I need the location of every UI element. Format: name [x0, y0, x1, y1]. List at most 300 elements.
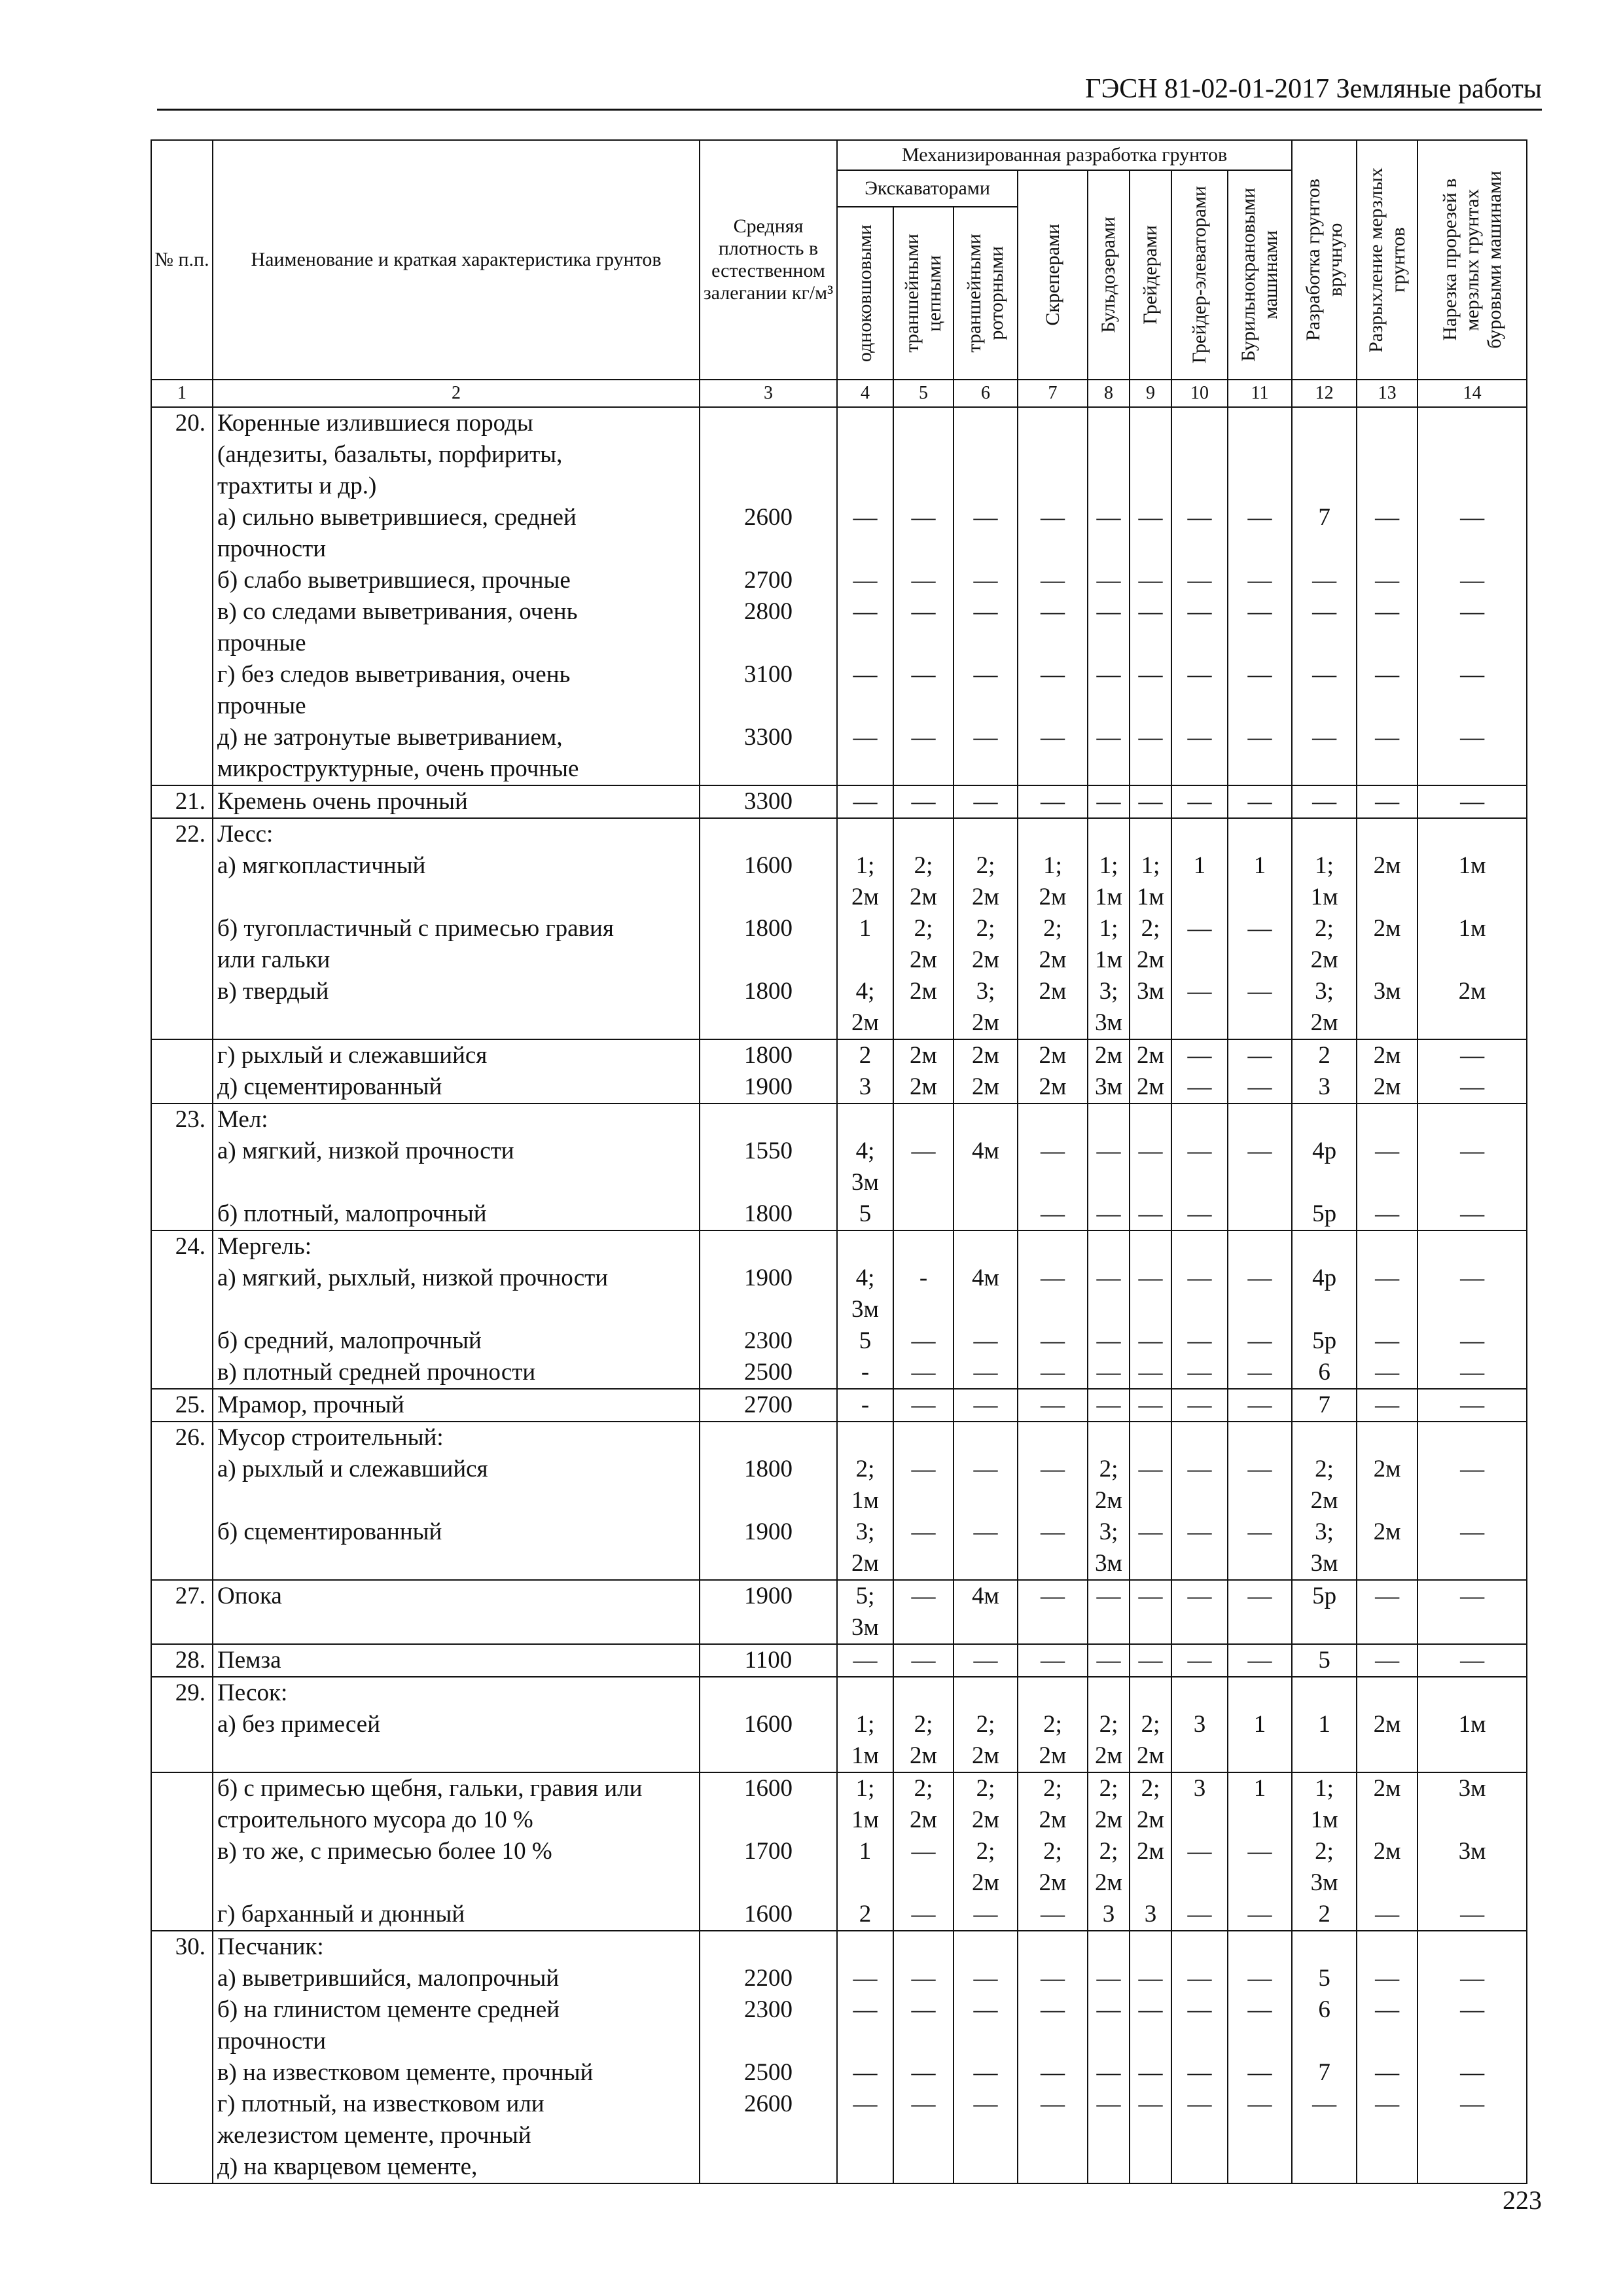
cell-line: —: [1187, 1200, 1212, 1227]
cell-line: —: [1312, 2090, 1337, 2117]
cell-line: —: [853, 1996, 878, 2023]
table-row: [151, 1772, 1527, 1931]
cell-line: [1228, 882, 1291, 913]
category-value: [1088, 1580, 1130, 1644]
cell-line: [1357, 1740, 1417, 1772]
soil-description: [213, 1103, 700, 1230]
cell-line: [1130, 819, 1171, 850]
col-number: 5: [893, 380, 954, 407]
cell-line: —: [1138, 724, 1163, 751]
cell-line: [1357, 408, 1417, 439]
cell-line: —: [1375, 1647, 1400, 1674]
cell-line: —: [911, 1456, 936, 1482]
cell-line: —: [973, 1359, 998, 1386]
soil-description: [213, 1230, 700, 1389]
density-value: [700, 1580, 837, 1644]
cell-line: [1172, 533, 1227, 565]
category-value: [1171, 1931, 1228, 2183]
cell-line: Кремень очень прочный: [217, 788, 468, 815]
cell-line: [1357, 2026, 1417, 2057]
row-number: [151, 407, 213, 785]
cell-line: —: [1187, 504, 1212, 531]
cell-line: —: [1187, 915, 1212, 942]
cell-line: [1018, 408, 1087, 439]
category-value: [1292, 1422, 1357, 1580]
category-value: [893, 1389, 954, 1422]
category-value: [837, 1580, 893, 1644]
cell-line: —: [1460, 598, 1485, 625]
cell-line: [1228, 1198, 1291, 1230]
cell-line: в) со следами выветривания, очень: [217, 598, 578, 625]
cell-line: [1228, 439, 1291, 471]
cell-line: а) сильно выветрившиеся, средней: [217, 504, 577, 531]
category-value: [1171, 1389, 1228, 1422]
category-value: [954, 1772, 1018, 1931]
cell-line: [1130, 1485, 1171, 1516]
row-number-text: 24.: [175, 1233, 205, 1260]
category-value: [954, 1230, 1018, 1389]
cell-line: 3300: [744, 724, 793, 751]
cell-line: [1172, 1740, 1227, 1772]
cell-line: а) выветрившийся, малопрочный: [217, 1965, 560, 1992]
cell-line: —: [1187, 1583, 1212, 1609]
cell-line: [700, 2151, 836, 2183]
cell-line: —: [1247, 1647, 1272, 1674]
cell-line: 1600: [744, 1901, 793, 1928]
cell-line: [1418, 2151, 1526, 2183]
cell-line: 2;: [976, 915, 995, 942]
category-value: [1018, 407, 1088, 785]
category-value: [1357, 1677, 1418, 1772]
category-value: [1088, 818, 1130, 1039]
cell-line: [1088, 691, 1129, 722]
cell-line: 2;: [976, 1838, 995, 1865]
cell-line: —: [911, 1838, 936, 1865]
cell-line: 1: [859, 915, 872, 942]
cell-line: —: [973, 661, 998, 688]
table-row: [151, 818, 1527, 1039]
cell-line: —: [1187, 1838, 1212, 1865]
cell-line: [217, 1294, 696, 1325]
cell-line: 3;: [1099, 1518, 1118, 1545]
cell-line: —: [973, 2090, 998, 2117]
cell-line: Пемза: [217, 1647, 281, 1674]
cell-line: [1418, 533, 1526, 565]
cell-line: —: [1247, 2090, 1272, 2117]
cell-line: 5р: [1312, 1583, 1337, 1609]
cell-line: [1088, 533, 1129, 565]
cell-line: [954, 819, 1017, 850]
cell-line: [838, 1931, 893, 1963]
cell-line: 2м: [972, 884, 999, 910]
category-value: [893, 785, 954, 818]
cell-line: —: [1460, 661, 1485, 688]
cell-line: —: [1247, 1265, 1272, 1291]
cell-line: в) плотный средней прочности: [217, 1359, 536, 1386]
category-value: [1357, 1422, 1418, 1580]
cell-line: —: [1460, 1647, 1485, 1674]
cell-line: [1293, 819, 1356, 850]
cell-line: [838, 1104, 893, 1136]
cell-line: —: [1375, 1391, 1400, 1418]
cell-line: 2м: [851, 1550, 879, 1577]
category-value: [837, 1677, 893, 1772]
cell-line: 2;: [1043, 915, 1062, 942]
cell-line: [1228, 2026, 1291, 2057]
cell-line: —: [911, 1647, 936, 1674]
cell-line: 2м: [972, 1042, 999, 1069]
cell-line: [1228, 753, 1291, 785]
cell-line: —: [973, 1647, 998, 1674]
cell-line: —: [1247, 1327, 1272, 1354]
cell-line: —: [1096, 788, 1121, 815]
cell-line: —: [1460, 1359, 1485, 1386]
cell-line: [1130, 1422, 1171, 1454]
cell-line: 1900: [744, 1265, 793, 1291]
cell-line: —: [1375, 2090, 1400, 2117]
cell-line: 2м: [1373, 1838, 1401, 1865]
cell-line: [1130, 533, 1171, 565]
cell-line: —: [853, 1647, 878, 1674]
cell-line: 2м: [1310, 946, 1338, 973]
category-value: [1228, 785, 1292, 818]
cell-line: [1357, 1422, 1417, 1454]
cell-line: [1172, 1931, 1227, 1963]
category-value: [837, 407, 893, 785]
cell-line: [1088, 408, 1129, 439]
cell-line: [217, 1740, 696, 1772]
cell-line: [894, 439, 953, 471]
cell-line: 2м: [1095, 1742, 1122, 1769]
category-value: [1018, 1422, 1088, 1580]
cell-line: [894, 533, 953, 565]
cell-line: [954, 1422, 1017, 1454]
category-value: [1228, 1039, 1292, 1103]
cell-line: [1293, 1104, 1356, 1136]
cell-line: —: [1096, 661, 1121, 688]
cell-line: [1130, 408, 1171, 439]
cell-line: —: [1187, 2059, 1212, 2086]
cell-line: [894, 1485, 953, 1516]
cell-line: —: [1041, 1327, 1065, 1354]
category-value: [1228, 1103, 1292, 1230]
cell-line: 2м: [1373, 1042, 1401, 1069]
density-value: [700, 818, 837, 1039]
cell-line: [1088, 1422, 1129, 1454]
cell-line: 3;: [1099, 978, 1118, 1005]
cell-line: [954, 691, 1017, 722]
cell-line: —: [1041, 1583, 1065, 1609]
cell-line: —: [973, 1456, 998, 1482]
header-manual: Разработка грунтов вручную: [1292, 140, 1357, 380]
cell-line: —: [911, 2090, 936, 2117]
header-rule: [157, 109, 1542, 111]
col-number: 8: [1088, 380, 1130, 407]
cell-line: [894, 1931, 953, 1963]
category-value: [1018, 1230, 1088, 1389]
cell-line: [217, 1867, 696, 1899]
cell-line: [1172, 2120, 1227, 2151]
cell-line: 3: [1193, 1775, 1206, 1802]
cell-line: [838, 691, 893, 722]
density-value: [700, 1644, 837, 1677]
cell-line: [1172, 471, 1227, 502]
row-number-text: 30.: [175, 1933, 205, 1960]
cell-line: 4р: [1312, 1265, 1337, 1291]
cell-line: [954, 753, 1017, 785]
cell-line: [1357, 471, 1417, 502]
cell-line: —: [1460, 1583, 1485, 1609]
cell-line: [1088, 471, 1129, 502]
cell-line: —: [1460, 2059, 1485, 2086]
cell-line: —: [1096, 1327, 1121, 1354]
cell-line: 3м: [1095, 1073, 1122, 1100]
cell-line: [700, 944, 836, 976]
table-row: [151, 407, 1527, 785]
category-value: [954, 785, 1018, 818]
category-value: [893, 1677, 954, 1772]
col-number: 2: [213, 380, 700, 407]
cell-line: [1418, 1104, 1526, 1136]
cell-line: —: [1375, 504, 1400, 531]
cell-line: 4м: [972, 1265, 999, 1291]
cell-line: [1018, 1612, 1087, 1643]
soil-description: [213, 1039, 700, 1103]
cell-line: —: [1041, 598, 1065, 625]
cell-line: —: [911, 1391, 936, 1418]
category-value: [1357, 1644, 1418, 1677]
category-value: [1357, 785, 1418, 818]
cell-line: Опока: [217, 1583, 282, 1609]
category-value: [1418, 407, 1527, 785]
cell-line: [700, 1104, 836, 1136]
cell-line: 2м: [1039, 978, 1067, 1005]
cell-line: [1293, 471, 1356, 502]
cell-line: [700, 408, 836, 439]
cell-line: а) мягкий, низкой прочности: [217, 1138, 514, 1164]
cell-line: [1172, 882, 1227, 913]
cell-line: [894, 691, 953, 722]
soil-description: [213, 785, 700, 818]
cell-line: —: [1041, 1518, 1065, 1545]
cell-line: [894, 2151, 953, 2183]
cell-line: —: [1312, 724, 1337, 751]
row-number-text: 25.: [175, 1391, 205, 1418]
cell-line: —: [1460, 504, 1485, 531]
col-number: 4: [837, 380, 893, 407]
cell-line: —: [1247, 1042, 1272, 1069]
cell-line: [700, 1548, 836, 1579]
soil-description: [213, 1931, 700, 2183]
col-number: 12: [1292, 380, 1357, 407]
cell-line: [954, 533, 1017, 565]
cell-line: —: [973, 2059, 998, 2086]
cell-line: [1293, 628, 1356, 659]
cell-line: а) мягкопластичный: [217, 852, 426, 879]
cell-line: 2м: [1373, 1456, 1401, 1482]
category-value: [1292, 1039, 1357, 1103]
cell-line: [1018, 2026, 1087, 2057]
cell-line: [838, 1422, 893, 1454]
cell-line: [1357, 691, 1417, 722]
row-number: [151, 1644, 213, 1677]
cell-line: —: [1138, 1265, 1163, 1291]
cell-line: [838, 944, 893, 976]
cell-line: [1172, 1612, 1227, 1643]
category-value: [1418, 1422, 1527, 1580]
cell-line: [894, 1231, 953, 1263]
cell-line: 2;: [914, 1711, 933, 1738]
cell-line: [700, 1612, 836, 1643]
category-value: [1171, 1580, 1228, 1644]
cell-line: —: [1247, 1996, 1272, 2023]
cell-line: [894, 1104, 953, 1136]
table-row: [151, 1644, 1527, 1677]
cell-line: —: [1187, 1138, 1212, 1164]
cell-line: 1900: [744, 1518, 793, 1545]
row-number: [151, 1580, 213, 1644]
category-value: [1418, 1644, 1527, 1677]
row-number: [151, 818, 213, 1039]
cell-line: железистом цементе, прочный: [217, 2122, 531, 2149]
cell-line: а) рыхлый и слежавшийся: [217, 1456, 488, 1482]
cell-line: прочности: [217, 535, 327, 562]
cell-line: [1418, 1485, 1526, 1516]
cell-line: [1418, 1167, 1526, 1198]
cell-line: [1357, 1612, 1417, 1643]
cell-line: [838, 2151, 893, 2183]
cell-line: —: [1041, 1138, 1065, 1164]
category-value: [1228, 1580, 1292, 1644]
cell-line: —: [911, 1996, 936, 2023]
cell-line: 2м: [1310, 1009, 1338, 1036]
cell-line: 4р: [1312, 1138, 1337, 1164]
cell-line: -: [861, 1391, 870, 1418]
cell-line: [838, 753, 893, 785]
category-value: [1357, 407, 1418, 785]
cell-line: [1018, 2120, 1087, 2151]
cell-line: [838, 439, 893, 471]
cell-line: —: [973, 724, 998, 751]
cell-line: 3м: [1095, 1550, 1122, 1577]
cell-line: б) слабо выветрившиеся, прочные: [217, 567, 571, 594]
cell-line: —: [911, 1138, 936, 1164]
cell-line: 2м: [851, 1009, 879, 1036]
cell-line: [1418, 819, 1526, 850]
cell-line: 1: [1253, 1711, 1266, 1738]
cell-line: —: [1041, 1265, 1065, 1291]
cell-line: [1418, 1740, 1526, 1772]
category-value: [1088, 785, 1130, 818]
cell-line: —: [1138, 788, 1163, 815]
category-value: [1130, 1389, 1171, 1422]
soil-description: [213, 818, 700, 1039]
cell-line: —: [1247, 1838, 1272, 1865]
col-number: 10: [1171, 380, 1228, 407]
cell-line: —: [1096, 1996, 1121, 2023]
category-value: [1130, 1422, 1171, 1580]
col-number: 6: [954, 380, 1018, 407]
cell-line: [954, 1612, 1017, 1643]
category-value: [954, 1931, 1018, 2183]
cell-line: [954, 1931, 1017, 1963]
cell-line: —: [1375, 1327, 1400, 1354]
cell-line: —: [1096, 1265, 1121, 1291]
cell-line: [954, 1677, 1017, 1709]
cell-line: 3м: [1373, 978, 1401, 1005]
cell-line: [1293, 1231, 1356, 1263]
cell-line: 2м: [972, 946, 999, 973]
header-scrapers: Скреперами: [1018, 170, 1088, 380]
cell-line: [954, 628, 1017, 659]
cell-line: 1900: [744, 1583, 793, 1609]
category-value: [1418, 1772, 1527, 1931]
cell-line: —: [1312, 598, 1337, 625]
cell-line: —: [1096, 2059, 1121, 2086]
row-number: [151, 785, 213, 818]
cell-line: [1130, 1294, 1171, 1325]
cell-line: 1700: [744, 1838, 793, 1865]
cell-line: —: [853, 567, 878, 594]
cell-line: [838, 2026, 893, 2057]
cell-line: —: [1138, 598, 1163, 625]
cell-line: —: [1460, 1327, 1485, 1354]
cell-line: [894, 2120, 953, 2151]
cell-line: [1293, 2026, 1356, 2057]
cell-line: 2м: [1373, 1518, 1401, 1545]
cell-line: [1357, 1485, 1417, 1516]
cell-line: —: [1375, 1965, 1400, 1992]
cell-line: [700, 2120, 836, 2151]
category-value: [1418, 1580, 1527, 1644]
cell-line: [954, 471, 1017, 502]
cell-line: 7: [1318, 504, 1330, 531]
cell-line: [1228, 1548, 1291, 1579]
cell-line: —: [1187, 2090, 1212, 2117]
cell-line: [1228, 1804, 1291, 1836]
cell-line: [1018, 1677, 1087, 1709]
cell-line: 3: [859, 1073, 872, 1100]
cell-line: —: [1138, 567, 1163, 594]
cell-line: [1418, 1931, 1526, 1963]
cell-line: [1018, 1294, 1087, 1325]
cell-line: 2м: [1373, 852, 1401, 879]
density-value: [700, 1039, 837, 1103]
soil-description: [213, 1389, 700, 1422]
cell-line: [894, 1677, 953, 1709]
category-value: [1292, 785, 1357, 818]
cell-line: [954, 2026, 1017, 2057]
cell-line: 2;: [1315, 1456, 1334, 1482]
cell-line: —: [911, 661, 936, 688]
cell-line: д) сцементированный: [217, 1073, 442, 1100]
cell-line: —: [1041, 1391, 1065, 1418]
cell-line: —: [1096, 1200, 1121, 1227]
cell-line: —: [1041, 1901, 1065, 1928]
cell-line: —: [1041, 567, 1065, 594]
table-row: [151, 1422, 1527, 1580]
cell-line: —: [1096, 1965, 1121, 1992]
cell-line: —: [853, 788, 878, 815]
cell-line: б) тугопластичный с примесью гравия: [217, 915, 614, 942]
cell-line: строительного мусора до 10 %: [217, 1806, 533, 1833]
cell-line: 5р: [1312, 1200, 1337, 1227]
cell-line: [1018, 2151, 1087, 2183]
soil-classification-table: [151, 139, 1527, 2184]
cell-line: 2: [1318, 1901, 1330, 1928]
cell-line: [1357, 439, 1417, 471]
header-single-bucket: одноковшовыми: [837, 207, 893, 380]
